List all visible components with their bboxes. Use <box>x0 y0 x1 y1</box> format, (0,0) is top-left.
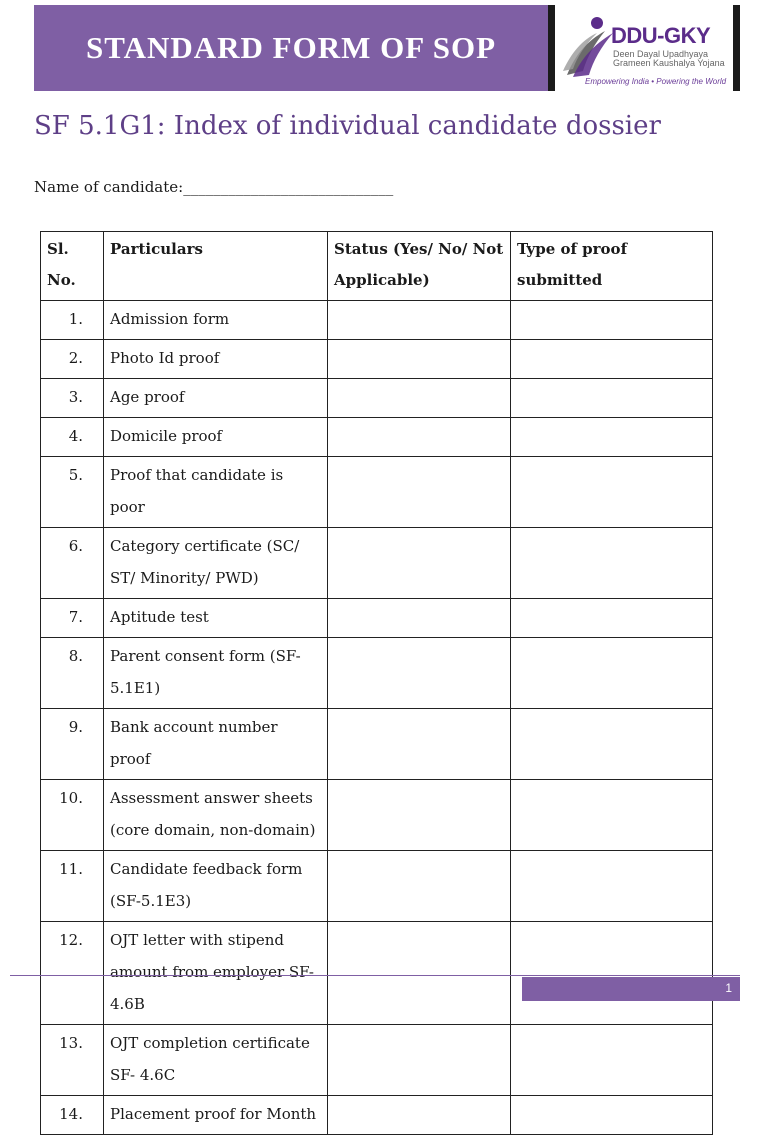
ddu-gky-logo <box>548 5 740 91</box>
row-proof-cell[interactable] <box>511 418 713 457</box>
document-title: SF 5.1G1: Index of individual candidate dossier <box>34 111 661 141</box>
row-sl-no: 6. <box>41 528 104 599</box>
row-proof-cell[interactable] <box>511 457 713 528</box>
row-proof-cell[interactable] <box>511 709 713 780</box>
table-row <box>41 922 713 1025</box>
header-banner <box>34 5 548 91</box>
logo-name: DDU-GKY <box>611 23 711 48</box>
table-row <box>41 340 713 379</box>
row-status-cell[interactable] <box>328 780 511 851</box>
row-particulars: Admission form <box>104 301 328 340</box>
table-row <box>41 709 713 780</box>
row-status-cell[interactable] <box>328 1025 511 1096</box>
row-sl-no: 14. <box>41 1096 104 1135</box>
row-status-cell[interactable] <box>328 301 511 340</box>
row-status-cell[interactable] <box>328 457 511 528</box>
row-particulars: Parent consent form (SF-5.1E1) <box>104 638 328 709</box>
row-status-cell[interactable] <box>328 851 511 922</box>
logo-tagline: Empowering India • Powering the World <box>585 77 727 86</box>
row-status-cell[interactable] <box>328 379 511 418</box>
row-particulars: OJT letter with stipend amount from employer SF-4.6B <box>104 922 328 1025</box>
row-proof-cell[interactable] <box>511 340 713 379</box>
row-particulars: OJT completion certificate SF- 4.6C <box>104 1025 328 1096</box>
row-proof-cell[interactable] <box>511 1096 713 1135</box>
row-particulars: Category certificate (SC/ ST/ Minority/ PWD) <box>104 528 328 599</box>
column-header-proof-type: Type of proof submitted <box>511 232 713 301</box>
table-row <box>41 379 713 418</box>
logo-subtitle-line1: Deen Dayal Upadhyaya <box>613 49 709 59</box>
row-particulars: Aptitude test <box>104 599 328 638</box>
row-proof-cell[interactable] <box>511 638 713 709</box>
table-header-row <box>41 232 713 301</box>
table-row <box>41 301 713 340</box>
row-sl-no: 3. <box>41 379 104 418</box>
row-status-cell[interactable] <box>328 922 511 1025</box>
row-particulars: Domicile proof <box>104 418 328 457</box>
row-particulars: Assessment answer sheets (core domain, non-domain) <box>104 780 328 851</box>
page-number: 1 <box>522 977 740 1001</box>
footer-divider <box>10 975 740 976</box>
row-sl-no: 13. <box>41 1025 104 1096</box>
column-header-sl-no: Sl. No. <box>41 232 104 301</box>
row-proof-cell[interactable] <box>511 1025 713 1096</box>
table-row <box>41 457 713 528</box>
row-status-cell[interactable] <box>328 528 511 599</box>
row-particulars: Candidate feedback form (SF-5.1E3) <box>104 851 328 922</box>
row-proof-cell[interactable] <box>511 922 713 1025</box>
row-particulars: Proof that candidate is poor <box>104 457 328 528</box>
row-sl-no: 8. <box>41 638 104 709</box>
table-row <box>41 418 713 457</box>
banner-title: STANDARD FORM OF SOP <box>85 30 497 65</box>
row-proof-cell[interactable] <box>511 379 713 418</box>
row-sl-no: 12. <box>41 922 104 1025</box>
row-status-cell[interactable] <box>328 599 511 638</box>
row-status-cell[interactable] <box>328 1096 511 1135</box>
row-proof-cell[interactable] <box>511 301 713 340</box>
row-sl-no: 7. <box>41 599 104 638</box>
row-sl-no: 9. <box>41 709 104 780</box>
row-sl-no: 5. <box>41 457 104 528</box>
table-row <box>41 599 713 638</box>
table-row <box>41 528 713 599</box>
table-row <box>41 1096 713 1135</box>
table-row <box>41 1025 713 1096</box>
row-proof-cell[interactable] <box>511 528 713 599</box>
row-proof-cell[interactable] <box>511 851 713 922</box>
candidate-name-field: Name of candidate:____________________________ <box>34 178 394 196</box>
table-row <box>41 780 713 851</box>
row-sl-no: 11. <box>41 851 104 922</box>
column-header-particulars: Particulars <box>104 232 328 301</box>
row-status-cell[interactable] <box>328 709 511 780</box>
table-row <box>41 851 713 922</box>
column-header-status: Status (Yes/ No/ Not Applicable) <box>328 232 511 301</box>
row-particulars: Age proof <box>104 379 328 418</box>
row-status-cell[interactable] <box>328 638 511 709</box>
row-status-cell[interactable] <box>328 418 511 457</box>
row-sl-no: 2. <box>41 340 104 379</box>
row-proof-cell[interactable] <box>511 780 713 851</box>
logo-subtitle-line2: Grameen Kaushalya Yojana <box>613 58 725 68</box>
row-status-cell[interactable] <box>328 340 511 379</box>
row-sl-no: 10. <box>41 780 104 851</box>
row-particulars: Placement proof for Month <box>104 1096 328 1135</box>
table-row <box>41 638 713 709</box>
row-particulars: Photo Id proof <box>104 340 328 379</box>
row-particulars: Bank account number proof <box>104 709 328 780</box>
row-sl-no: 4. <box>41 418 104 457</box>
row-sl-no: 1. <box>41 301 104 340</box>
row-proof-cell[interactable] <box>511 599 713 638</box>
